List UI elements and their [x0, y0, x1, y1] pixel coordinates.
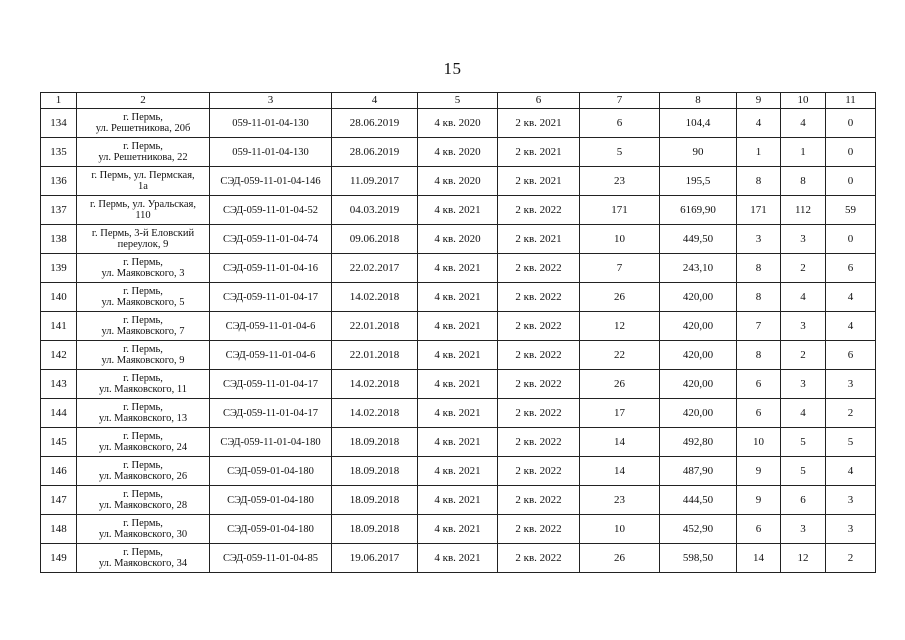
col10-cell: 112 [781, 196, 826, 225]
col9-cell: 14 [737, 544, 781, 573]
table-row [41, 254, 876, 283]
start-quarter-cell: 4 кв. 2021 [418, 544, 498, 573]
col10-cell: 2 [781, 254, 826, 283]
address-cell: г. Пермь, ул. Маяковского, 3 [77, 254, 210, 283]
col9-cell: 10 [737, 428, 781, 457]
address-cell: г. Пермь, ул. Маяковского, 13 [77, 399, 210, 428]
table-row [41, 341, 876, 370]
column-header: 5 [418, 93, 498, 109]
document-number-cell: СЭД-059-11-01-04-17 [210, 283, 332, 312]
document-number-cell: СЭД-059-11-01-04-146 [210, 167, 332, 196]
col7-cell: 12 [580, 312, 660, 341]
document-date-cell: 22.01.2018 [332, 341, 418, 370]
start-quarter-cell: 4 кв. 2021 [418, 515, 498, 544]
document-number-cell: СЭД-059-11-01-04-17 [210, 370, 332, 399]
col7-cell: 26 [580, 370, 660, 399]
document-date-cell: 14.02.2018 [332, 399, 418, 428]
address-cell: г. Пермь, ул. Уральская, 110 [77, 196, 210, 225]
col10-cell: 6 [781, 486, 826, 515]
col7-cell: 26 [580, 283, 660, 312]
document-date-cell: 04.03.2019 [332, 196, 418, 225]
col11-cell: 0 [826, 138, 876, 167]
document-date-cell: 18.09.2018 [332, 457, 418, 486]
table-row [41, 428, 876, 457]
table-row [41, 399, 876, 428]
document-number-cell: СЭД-059-11-01-04-85 [210, 544, 332, 573]
end-quarter-cell: 2 кв. 2021 [498, 138, 580, 167]
col7-cell: 171 [580, 196, 660, 225]
document-number-cell: 059-11-01-04-130 [210, 138, 332, 167]
area-cell: 104,4 [660, 109, 737, 138]
document-date-cell: 22.01.2018 [332, 312, 418, 341]
col9-cell: 171 [737, 196, 781, 225]
col7-cell: 7 [580, 254, 660, 283]
col10-cell: 5 [781, 457, 826, 486]
col9-cell: 8 [737, 167, 781, 196]
end-quarter-cell: 2 кв. 2022 [498, 428, 580, 457]
col9-cell: 6 [737, 399, 781, 428]
col11-cell: 59 [826, 196, 876, 225]
row-number-cell: 149 [41, 544, 77, 573]
area-cell: 420,00 [660, 312, 737, 341]
col11-cell: 0 [826, 167, 876, 196]
col10-cell: 3 [781, 312, 826, 341]
column-header: 9 [737, 93, 781, 109]
table-row [41, 283, 876, 312]
area-cell: 420,00 [660, 341, 737, 370]
column-header: 10 [781, 93, 826, 109]
col9-cell: 8 [737, 341, 781, 370]
row-number-cell: 134 [41, 109, 77, 138]
col9-cell: 6 [737, 370, 781, 399]
col10-cell: 4 [781, 109, 826, 138]
row-number-cell: 136 [41, 167, 77, 196]
end-quarter-cell: 2 кв. 2022 [498, 544, 580, 573]
registry-table [40, 92, 876, 573]
col11-cell: 4 [826, 283, 876, 312]
document-date-cell: 14.02.2018 [332, 283, 418, 312]
col10-cell: 8 [781, 167, 826, 196]
column-header: 3 [210, 93, 332, 109]
start-quarter-cell: 4 кв. 2020 [418, 109, 498, 138]
document-number-cell: СЭД-059-11-01-04-180 [210, 428, 332, 457]
address-cell: г. Пермь, 3-й Еловский переулок, 9 [77, 225, 210, 254]
area-cell: 487,90 [660, 457, 737, 486]
document-number-cell: СЭД-059-01-04-180 [210, 515, 332, 544]
col7-cell: 5 [580, 138, 660, 167]
area-cell: 492,80 [660, 428, 737, 457]
col9-cell: 4 [737, 109, 781, 138]
address-cell: г. Пермь, ул. Решетникова, 22 [77, 138, 210, 167]
table-body [41, 109, 876, 573]
address-cell: г. Пермь, ул. Маяковского, 26 [77, 457, 210, 486]
start-quarter-cell: 4 кв. 2021 [418, 428, 498, 457]
col7-cell: 6 [580, 109, 660, 138]
col11-cell: 5 [826, 428, 876, 457]
col11-cell: 0 [826, 225, 876, 254]
column-header: 1 [41, 93, 77, 109]
area-cell: 452,90 [660, 515, 737, 544]
end-quarter-cell: 2 кв. 2021 [498, 225, 580, 254]
area-cell: 243,10 [660, 254, 737, 283]
document-number-cell: 059-11-01-04-130 [210, 109, 332, 138]
document-number-cell: СЭД-059-11-01-04-16 [210, 254, 332, 283]
document-date-cell: 18.09.2018 [332, 428, 418, 457]
col11-cell: 4 [826, 312, 876, 341]
address-cell: г. Пермь, ул. Маяковского, 34 [77, 544, 210, 573]
start-quarter-cell: 4 кв. 2021 [418, 486, 498, 515]
document-number-cell: СЭД-059-11-01-04-52 [210, 196, 332, 225]
area-cell: 195,5 [660, 167, 737, 196]
col11-cell: 3 [826, 515, 876, 544]
row-number-cell: 143 [41, 370, 77, 399]
col11-cell: 3 [826, 486, 876, 515]
area-cell: 449,50 [660, 225, 737, 254]
end-quarter-cell: 2 кв. 2022 [498, 341, 580, 370]
row-number-cell: 142 [41, 341, 77, 370]
row-number-cell: 144 [41, 399, 77, 428]
area-cell: 444,50 [660, 486, 737, 515]
row-number-cell: 148 [41, 515, 77, 544]
start-quarter-cell: 4 кв. 2021 [418, 399, 498, 428]
col7-cell: 23 [580, 167, 660, 196]
table-header-row [41, 93, 876, 109]
document-date-cell: 28.06.2019 [332, 138, 418, 167]
col9-cell: 9 [737, 457, 781, 486]
column-header: 11 [826, 93, 876, 109]
end-quarter-cell: 2 кв. 2022 [498, 486, 580, 515]
table-row [41, 544, 876, 573]
document-number-cell: СЭД-059-11-01-04-17 [210, 399, 332, 428]
area-cell: 420,00 [660, 399, 737, 428]
table-row [41, 196, 876, 225]
document-number-cell: СЭД-059-01-04-180 [210, 457, 332, 486]
document-date-cell: 11.09.2017 [332, 167, 418, 196]
col9-cell: 7 [737, 312, 781, 341]
address-cell: г. Пермь, ул. Маяковского, 9 [77, 341, 210, 370]
end-quarter-cell: 2 кв. 2022 [498, 399, 580, 428]
col11-cell: 2 [826, 544, 876, 573]
document-date-cell: 18.09.2018 [332, 486, 418, 515]
start-quarter-cell: 4 кв. 2020 [418, 167, 498, 196]
area-cell: 598,50 [660, 544, 737, 573]
end-quarter-cell: 2 кв. 2022 [498, 283, 580, 312]
column-header: 7 [580, 93, 660, 109]
col9-cell: 1 [737, 138, 781, 167]
page-number: 15 [443, 59, 462, 78]
address-cell: г. Пермь, ул. Маяковского, 7 [77, 312, 210, 341]
col11-cell: 6 [826, 254, 876, 283]
start-quarter-cell: 4 кв. 2021 [418, 312, 498, 341]
start-quarter-cell: 4 кв. 2021 [418, 196, 498, 225]
col10-cell: 3 [781, 370, 826, 399]
document-number-cell: СЭД-059-11-01-04-6 [210, 341, 332, 370]
start-quarter-cell: 4 кв. 2021 [418, 341, 498, 370]
start-quarter-cell: 4 кв. 2020 [418, 225, 498, 254]
col9-cell: 9 [737, 486, 781, 515]
col10-cell: 1 [781, 138, 826, 167]
table-row [41, 109, 876, 138]
col11-cell: 3 [826, 370, 876, 399]
col7-cell: 10 [580, 515, 660, 544]
col10-cell: 4 [781, 283, 826, 312]
start-quarter-cell: 4 кв. 2021 [418, 254, 498, 283]
row-number-cell: 145 [41, 428, 77, 457]
start-quarter-cell: 4 кв. 2020 [418, 138, 498, 167]
end-quarter-cell: 2 кв. 2022 [498, 196, 580, 225]
row-number-cell: 139 [41, 254, 77, 283]
col11-cell: 0 [826, 109, 876, 138]
start-quarter-cell: 4 кв. 2021 [418, 457, 498, 486]
table-row [41, 312, 876, 341]
address-cell: г. Пермь, ул. Маяковского, 24 [77, 428, 210, 457]
end-quarter-cell: 2 кв. 2022 [498, 312, 580, 341]
area-cell: 420,00 [660, 283, 737, 312]
table-row [41, 138, 876, 167]
row-number-cell: 140 [41, 283, 77, 312]
col9-cell: 8 [737, 254, 781, 283]
address-cell: г. Пермь, ул. Маяковского, 11 [77, 370, 210, 399]
col10-cell: 3 [781, 225, 826, 254]
row-number-cell: 141 [41, 312, 77, 341]
address-cell: г. Пермь, ул. Решетникова, 20б [77, 109, 210, 138]
col9-cell: 8 [737, 283, 781, 312]
end-quarter-cell: 2 кв. 2022 [498, 254, 580, 283]
col10-cell: 12 [781, 544, 826, 573]
start-quarter-cell: 4 кв. 2021 [418, 283, 498, 312]
col11-cell: 2 [826, 399, 876, 428]
row-number-cell: 137 [41, 196, 77, 225]
table-row [41, 167, 876, 196]
column-header: 2 [77, 93, 210, 109]
column-header: 4 [332, 93, 418, 109]
table-row [41, 486, 876, 515]
end-quarter-cell: 2 кв. 2021 [498, 167, 580, 196]
address-cell: г. Пермь, ул. Маяковского, 30 [77, 515, 210, 544]
area-cell: 90 [660, 138, 737, 167]
col7-cell: 10 [580, 225, 660, 254]
col7-cell: 22 [580, 341, 660, 370]
document-number-cell: СЭД-059-01-04-180 [210, 486, 332, 515]
column-header: 8 [660, 93, 737, 109]
col7-cell: 26 [580, 544, 660, 573]
address-cell: г. Пермь, ул. Маяковского, 5 [77, 283, 210, 312]
end-quarter-cell: 2 кв. 2022 [498, 370, 580, 399]
table-row [41, 370, 876, 399]
address-cell: г. Пермь, ул. Пермская, 1а [77, 167, 210, 196]
col7-cell: 23 [580, 486, 660, 515]
table-row [41, 225, 876, 254]
col10-cell: 4 [781, 399, 826, 428]
area-cell: 6169,90 [660, 196, 737, 225]
document-date-cell: 18.09.2018 [332, 515, 418, 544]
col9-cell: 3 [737, 225, 781, 254]
address-cell: г. Пермь, ул. Маяковского, 28 [77, 486, 210, 515]
document-date-cell: 19.06.2017 [332, 544, 418, 573]
document-date-cell: 09.06.2018 [332, 225, 418, 254]
document-number-cell: СЭД-059-11-01-04-74 [210, 225, 332, 254]
col9-cell: 6 [737, 515, 781, 544]
table-row [41, 457, 876, 486]
document-date-cell: 14.02.2018 [332, 370, 418, 399]
row-number-cell: 135 [41, 138, 77, 167]
end-quarter-cell: 2 кв. 2022 [498, 515, 580, 544]
start-quarter-cell: 4 кв. 2021 [418, 370, 498, 399]
table-row [41, 515, 876, 544]
row-number-cell: 147 [41, 486, 77, 515]
row-number-cell: 138 [41, 225, 77, 254]
document-number-cell: СЭД-059-11-01-04-6 [210, 312, 332, 341]
row-number-cell: 146 [41, 457, 77, 486]
col10-cell: 3 [781, 515, 826, 544]
col7-cell: 14 [580, 457, 660, 486]
document-date-cell: 22.02.2017 [332, 254, 418, 283]
col7-cell: 14 [580, 428, 660, 457]
end-quarter-cell: 2 кв. 2021 [498, 109, 580, 138]
area-cell: 420,00 [660, 370, 737, 399]
col11-cell: 6 [826, 341, 876, 370]
col10-cell: 2 [781, 341, 826, 370]
col7-cell: 17 [580, 399, 660, 428]
column-header: 6 [498, 93, 580, 109]
col11-cell: 4 [826, 457, 876, 486]
document-date-cell: 28.06.2019 [332, 109, 418, 138]
end-quarter-cell: 2 кв. 2022 [498, 457, 580, 486]
col10-cell: 5 [781, 428, 826, 457]
